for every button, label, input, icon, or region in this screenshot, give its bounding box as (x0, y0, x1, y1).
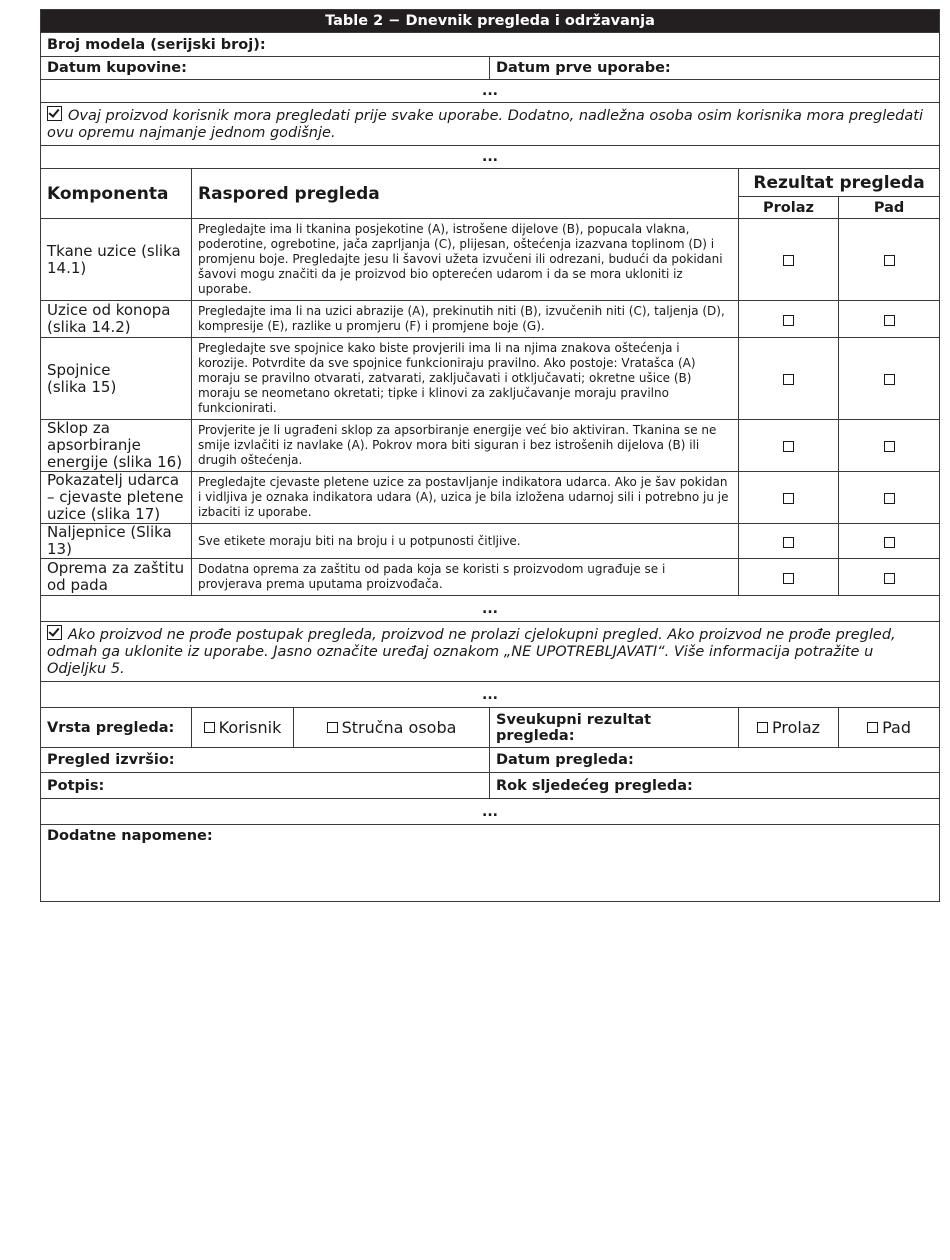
checkbox-icon (783, 493, 794, 504)
inspection-log-form (40, 9, 939, 902)
component-cell: Oprema za zaštitu od pada (41, 559, 192, 596)
pass-checkbox[interactable] (739, 472, 839, 524)
checkbox-icon (783, 374, 794, 385)
pass-checkbox[interactable] (739, 219, 839, 301)
checkbox-icon (783, 537, 794, 548)
header-component: Komponenta (41, 169, 192, 219)
schedule-cell: Pregledajte sve spojnice kako biste provjerili ima li na njima znakova oštećenja i korozije. Potvrdite da sve spojnice funkcioniraju pravilno. Ako postoje: Vratašca (A) moraju se pravilno otvarati, zatvarati, zaključavati i otključavati; okretne ušice (B) moraju se neometano okretati; tipke i klinovi za zaključavanje moraju pravilno funkcionirati. (192, 338, 739, 420)
notice-text: Ako proizvod ne prođe postupak pregleda, proizvod ne prolazi cjelokupni pregled. Ako proizvod ne prođe pregled, odmah ga uklonite iz uporabe. Jasno označite uređaj oznakom „NE UPOTREBLJAVATI“. Više informacija potražite u Odjeljku 5. (47, 627, 896, 677)
schedule-cell: Pregledajte ima li na uzici abrazije (A), prekinutih niti (B), izvučenih niti (C), taljenja (D), kompresije (E), razlike u promjeru (F) i promjene boje (G). (192, 301, 739, 338)
checkbox-icon (783, 255, 794, 266)
checkbox-icon (884, 441, 895, 452)
fail-checkbox[interactable] (839, 338, 940, 420)
checkbox-icon (884, 315, 895, 326)
fail-checkbox[interactable] (839, 219, 940, 301)
checkbox-icon (884, 573, 895, 584)
overall-result-label: Sveukupni rezultat pregleda: (490, 708, 739, 748)
schedule-cell: Pregledajte cjevaste pletene uzice za postavljanje indikatora udarca. Ako je šav pokidan i vidljiva je oznaka indikatora udara (A), uzica je bila izložena udarnoj sili i potrebno ju je izbaciti iz uporabe. (192, 472, 739, 524)
schedule-cell: Sve etikete moraju biti na broju i u potpunosti čitljive. (192, 524, 739, 559)
header-result: Rezultat pregleda (739, 169, 940, 197)
pass-checkbox[interactable] (739, 420, 839, 472)
overall-pass-option[interactable] (739, 708, 839, 748)
ellipsis-row: ... (41, 146, 940, 169)
checkbox-icon (327, 722, 338, 733)
checkbox-icon (884, 374, 895, 385)
checkbox-icon (884, 493, 895, 504)
fail-checkbox[interactable] (839, 301, 940, 338)
ellipsis-row: ... (41, 682, 940, 708)
inspection-type-user-option[interactable] (192, 708, 294, 748)
checkbox-icon (783, 573, 794, 584)
fail-checkbox[interactable] (839, 524, 940, 559)
fail-checkbox[interactable] (839, 559, 940, 596)
inspection-table (40, 9, 940, 902)
checked-checkbox-icon (47, 106, 62, 121)
checkbox-icon (757, 722, 768, 733)
notice-inspection-frequency (41, 103, 940, 146)
header-fail: Pad (839, 197, 940, 219)
header-pass: Prolaz (739, 197, 839, 219)
header-schedule: Raspored pregleda (192, 169, 739, 219)
table-title: Table 2 − Dnevnik pregleda i održavanja (41, 10, 940, 33)
component-cell: Tkane uzice (slika 14.1) (41, 219, 192, 301)
option-label: Korisnik (218, 718, 282, 737)
notice-text: Ovaj proizvod korisnik mora pregledati prije svake uporabe. Dodatno, nadležna osoba osim korisnika mora pregledati ovu opremu najmanje jednom godišnje. (47, 108, 923, 141)
checkbox-icon (884, 255, 895, 266)
ellipsis-row: ... (41, 596, 940, 622)
model-number-field[interactable]: Broj modela (serijski broj): (41, 33, 940, 57)
fail-checkbox[interactable] (839, 472, 940, 524)
checkbox-icon (884, 537, 895, 548)
inspection-type-label: Vrsta pregleda: (41, 708, 192, 748)
ellipsis-row: ... (41, 80, 940, 103)
component-cell: Uzice od konopa (slika 14.2) (41, 301, 192, 338)
component-cell: Spojnice (slika 15) (41, 338, 192, 420)
inspected-by-field[interactable]: Pregled izvršio: (41, 748, 490, 773)
pass-checkbox[interactable] (739, 559, 839, 596)
component-cell: Naljepnice (Slika 13) (41, 524, 192, 559)
pass-checkbox[interactable] (739, 524, 839, 559)
schedule-cell: Dodatna oprema za zaštitu od pada koja se koristi s proizvodom ugrađuje se i provjerava prema uputama proizvođača. (192, 559, 739, 596)
fail-checkbox[interactable] (839, 420, 940, 472)
checkbox-icon (783, 441, 794, 452)
option-label: Prolaz (771, 718, 821, 737)
ellipsis-row: ... (41, 799, 940, 825)
checkbox-icon (867, 722, 878, 733)
additional-notes-field[interactable]: Dodatne napomene: (41, 825, 940, 902)
pass-checkbox[interactable] (739, 301, 839, 338)
checkbox-icon (204, 722, 215, 733)
schedule-cell: Pregledajte ima li tkanina posjekotine (A), istrošene dijelove (B), popucala vlakna, poderotine, ogrebotine, jača zaprljanja (C), plijesan, oštećenja izazvana toplinom (D) i promjenu boje. Pregledajte jesu li šavovi užeta izvučeni ili odrezani, budući da pokidani šavovi mogu značiti da je proizvod bio opterećen udarom i da se mora ukloniti iz uporabe. (192, 219, 739, 301)
checkbox-icon (783, 315, 794, 326)
overall-fail-option[interactable] (839, 708, 940, 748)
purchase-date-field[interactable]: Datum kupovine: (41, 57, 490, 80)
pass-checkbox[interactable] (739, 338, 839, 420)
checked-checkbox-icon (47, 625, 62, 640)
notice-fail-procedure (41, 622, 940, 682)
option-label: Stručna osoba (341, 718, 457, 737)
next-inspection-due-field[interactable]: Rok sljedećeg pregleda: (490, 773, 940, 799)
first-use-date-field[interactable]: Datum prve uporabe: (490, 57, 940, 80)
schedule-cell: Provjerite je li ugrađeni sklop za apsorbiranje energije već bio aktiviran. Tkanina se ne smije izvlačiti iz navlake (A). Pokrov mora biti siguran i bez istrošenih dijelova (B) ili drugih oštećenja. (192, 420, 739, 472)
inspection-type-competent-option[interactable] (294, 708, 490, 748)
option-label: Pad (882, 718, 911, 737)
component-cell: Sklop za apsorbiranje energije (slika 16) (41, 420, 192, 472)
signature-field[interactable]: Potpis: (41, 773, 490, 799)
component-cell: Pokazatelj udarca – cjevaste pletene uzice (slika 17) (41, 472, 192, 524)
inspection-date-field[interactable]: Datum pregleda: (490, 748, 940, 773)
